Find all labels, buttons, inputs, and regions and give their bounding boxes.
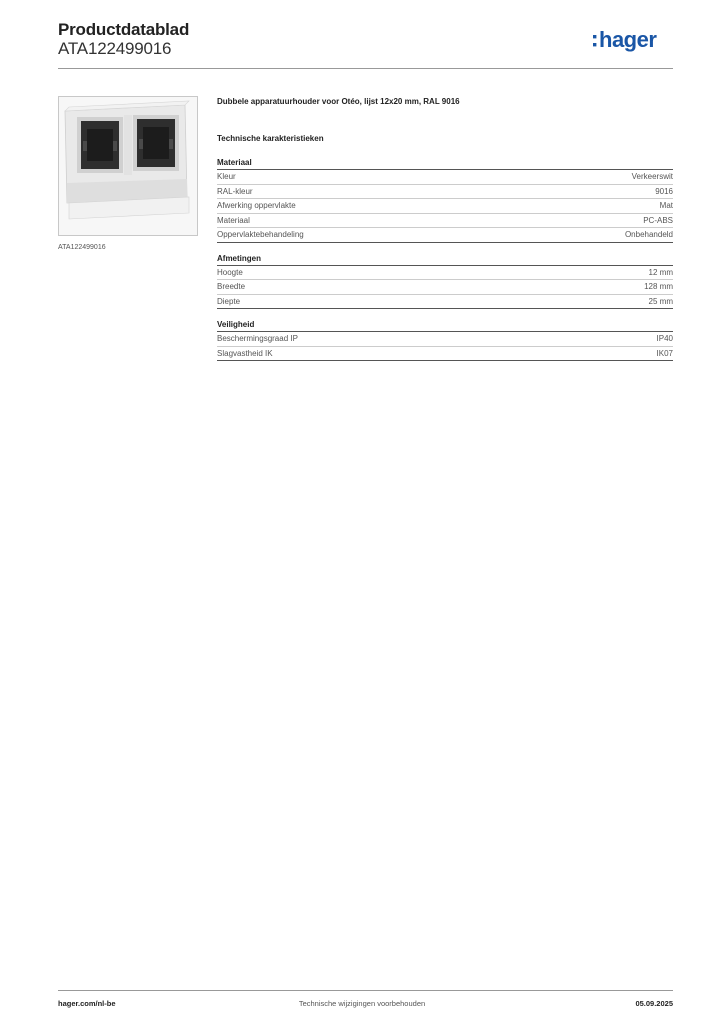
spec-label: Beschermingsgraad IP: [217, 334, 298, 343]
spec-value: Mat: [659, 201, 673, 210]
section-title: Materiaal: [217, 157, 673, 170]
spec-row: [217, 295, 673, 310]
product-illustration: [59, 97, 197, 235]
spec-row: [217, 214, 673, 229]
section-title: Veiligheid: [217, 319, 673, 332]
spec-rows: [217, 266, 673, 310]
spec-label: Afwerking oppervlakte: [217, 201, 296, 210]
logo-text: hager: [599, 27, 657, 52]
spec-value: 9016: [655, 186, 673, 196]
spec-value: Verkeerswit: [631, 172, 673, 181]
spec-row: [217, 280, 673, 295]
spec-row: [217, 266, 673, 281]
spec-label: Breedte: [217, 282, 246, 291]
spec-label: Materiaal: [217, 215, 250, 225]
spec-sections: [217, 157, 673, 361]
footer-website-link[interactable]: hager.com/nl-be: [58, 999, 116, 1008]
spec-row: [217, 228, 673, 243]
tech-characteristics-heading: Technische karakteristieken: [217, 134, 324, 143]
spec-row: [217, 199, 673, 214]
product-description: Dubbele apparatuurhouder voor Otéo, lijst 12x20 mm, RAL 9016: [217, 97, 460, 106]
spec-row: [217, 170, 673, 185]
footer-divider: [58, 990, 673, 991]
spec-row: [217, 347, 673, 362]
spec-value: 25 mm: [648, 296, 673, 306]
spec-value: 128 mm: [644, 282, 673, 291]
product-code: ATA122499016: [58, 39, 172, 58]
spec-value: Onbehandeld: [624, 230, 673, 239]
spec-value: PC-ABS: [643, 215, 673, 225]
section-title: Afmetingen: [217, 253, 673, 266]
spec-value: IK07: [656, 348, 673, 358]
spec-label: Diepte: [217, 296, 241, 306]
hager-logo: [592, 26, 676, 56]
spec-value: 12 mm: [648, 267, 673, 277]
spec-rows: [217, 170, 673, 243]
footer-date: 05.09.2025: [635, 999, 673, 1008]
product-details: [217, 96, 673, 361]
footer-notice: Technische wijzigingen voorbehouden: [298, 999, 426, 1008]
spec-section: [217, 253, 673, 310]
spec-section: [217, 157, 673, 243]
spec-row: [217, 332, 673, 347]
spec-row: [217, 185, 673, 200]
spec-label: Slagvastheid IK: [217, 348, 273, 358]
image-caption: ATA122499016: [58, 244, 106, 251]
spec-label: Kleur: [217, 172, 236, 181]
spec-section: [217, 319, 673, 361]
spec-label: Oppervlaktebehandeling: [217, 230, 304, 239]
spec-label: Hoogte: [217, 267, 243, 277]
page-title: Productdatablad: [58, 20, 190, 39]
header-divider: [58, 68, 673, 69]
spec-rows: [217, 332, 673, 361]
spec-value: IP40: [656, 334, 673, 343]
product-image: [58, 96, 198, 236]
spec-label: RAL-kleur: [217, 186, 253, 196]
